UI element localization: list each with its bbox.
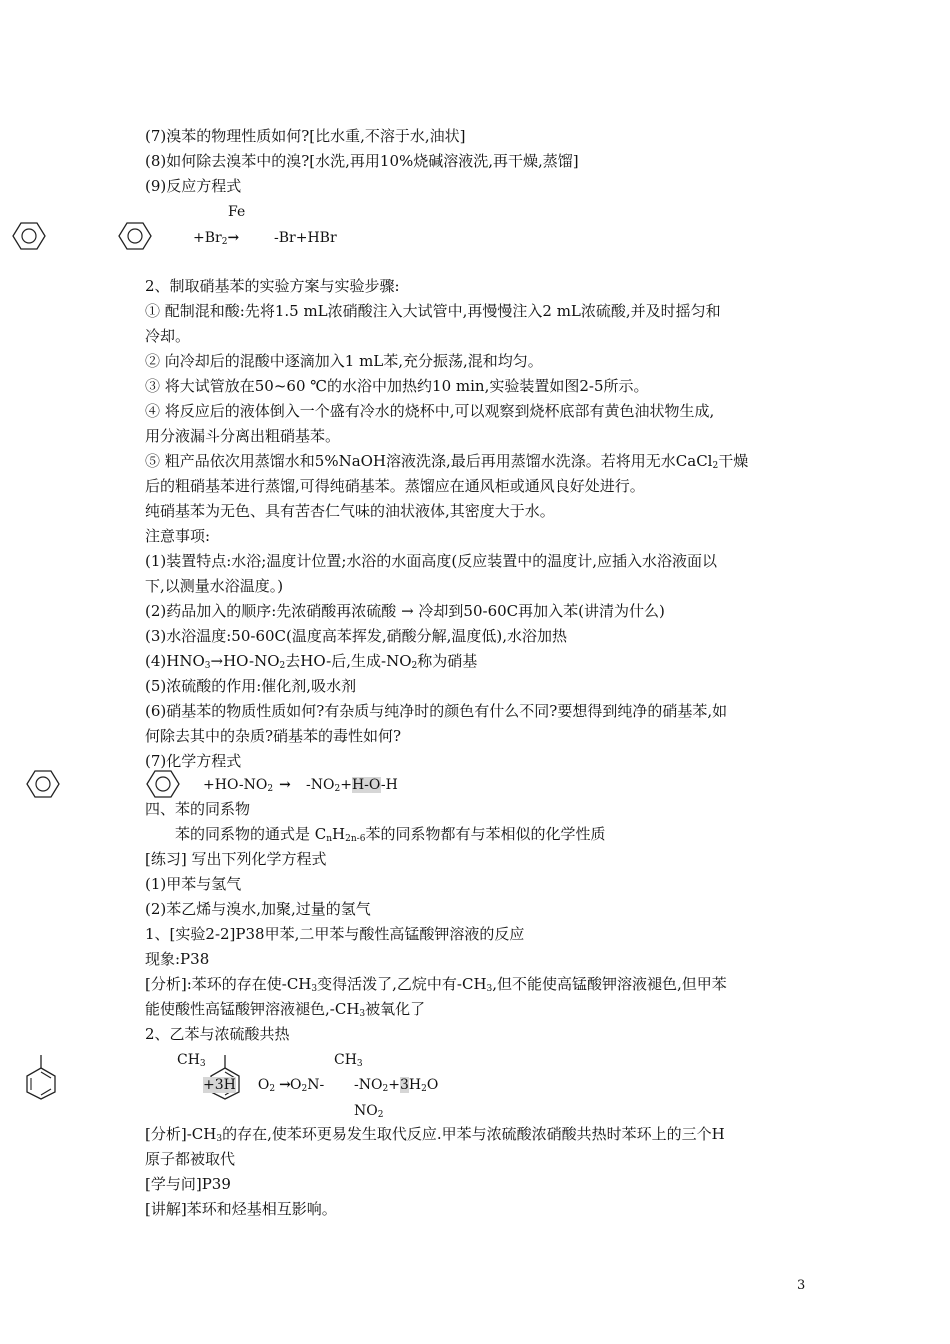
text-line: (7)溴苯的物理性质如何?[比水重,不溶于水,油状] — [145, 127, 466, 145]
text-line: 纯硝基苯为无色、具有苦杏仁气味的油状液体,其密度大于水。 — [145, 502, 555, 520]
text-line: (1)装置特点:水浴;温度计位置;水浴的水面高度(反应装置中的温度计,应插入水浴液面以 — [145, 552, 718, 570]
equation-nitration-product: $-NO_2+H-O-H$ — [306, 777, 398, 794]
catalyst-label: Fe — [228, 204, 246, 220]
text-line: [学与问]P39 — [145, 1175, 231, 1193]
text-line: $(4)HNO_3\to HO-NO_2$去HO-后,生成$-NO_2$称为硝基 — [145, 652, 478, 671]
benzene-ring-icon — [26, 769, 60, 799]
text-line: (3)水浴温度:50-60C(温度高苯挥发,硝酸分解,温度低),水浴加热 — [145, 627, 568, 645]
text-line: 用分液漏斗分离出粗硝基苯。 — [145, 427, 341, 445]
text-line: ② 向冷却后的混酸中逐滴加入1 mL苯,充分振荡,混和均匀。 — [145, 352, 543, 370]
text-line: [分析]$-CH_3$的存在,使苯环更易发生取代反应.甲苯与浓硫酸浓硝酸共热时苯环上的三个H — [145, 1125, 725, 1144]
equation-bromination-product: -Br+HBr — [274, 230, 337, 246]
text-line: [分析]:苯环的存在使$-CH_3$变得活泼了,乙烷中有$-CH_3$,但不能使高锰酸钾溶液褪色,但甲苯 — [145, 975, 727, 994]
text-line: (9)反应方程式 — [145, 177, 242, 195]
text-line: (5)浓硫酸的作用:催化剂,吸水剂 — [145, 677, 357, 695]
text-line: 原子都被取代 — [145, 1150, 236, 1168]
nitro-label: $NO_2$ — [354, 1103, 384, 1120]
equation-trinitration: +3H $O_2$ → — [203, 1077, 291, 1094]
text-line: (1)甲苯与氢气 — [145, 875, 242, 893]
text-line: 现象:P38 — [145, 950, 210, 968]
equation-trinitration-product: $O_2N-$ — [290, 1077, 325, 1094]
equation-trinitration-product: $-NO_2+3H_2O$ — [354, 1077, 439, 1094]
text-line: [练习] 写出下列化学方程式 — [145, 850, 327, 868]
text-line: ④ 将反应后的液体倒入一个盛有冷水的烧杯中,可以观察到烧杯底部有黄色油状物生成, — [145, 402, 715, 420]
text-line: 1、[实验2-2]P38甲苯,二甲苯与酸性高锰酸钾溶液的反应 — [145, 925, 525, 943]
text-line: ③ 将大试管放在50~60 ℃的水浴中加热约10 min,实验装置如图2-5所示。 — [145, 377, 649, 395]
section-heading: 2、制取硝基苯的实验方案与实验步骤: — [145, 277, 400, 295]
text-line: 能使酸性高锰酸钾溶液褪色$,-CH_3$被氧化了 — [145, 1000, 426, 1019]
text-line: 后的粗硝基苯进行蒸馏,可得纯硝基苯。蒸馏应在通风柜或通风良好处进行。 — [145, 477, 645, 495]
methyl-label: $CH_3$ — [334, 1052, 363, 1069]
text-line: ⑤ 粗产品依次用蒸馏水和5%NaOH溶液洗涤,最后再用蒸馏水洗涤。若将用无水CaCl$_2$干燥 — [145, 452, 749, 471]
text-line: 注意事项: — [145, 527, 211, 545]
text-line: (8)如何除去溴苯中的溴?[水洗,再用10%烧碱溶液洗,再干燥,蒸馏] — [145, 152, 579, 170]
toluene-ring-icon — [24, 1054, 58, 1100]
text-line: ① 配制混和酸:先将1.5 mL浓硝酸注入大试管中,再慢慢注入2 mL浓硫酸,并及时摇匀和 — [145, 302, 721, 320]
text-line: (7)化学方程式 — [145, 752, 242, 770]
benzene-ring-icon — [146, 769, 180, 799]
text-line: (6)硝基苯的物质性质如何?有杂质与纯净时的颜色有什么不同?要想得到纯净的硝基苯,如 — [145, 702, 728, 720]
text-line: [讲解]苯环和烃基相互影响。 — [145, 1200, 337, 1218]
section-heading: 四、苯的同系物 — [145, 800, 251, 818]
equation-bromination: $+Br_2\to$ — [193, 230, 240, 247]
text-line: (2)苯乙烯与溴水,加聚,过量的氢气 — [145, 900, 371, 918]
text-line: 2、乙苯与浓硫酸共热 — [145, 1025, 290, 1043]
page-number: 3 — [797, 1278, 806, 1293]
benzene-ring-icon — [12, 221, 46, 251]
methyl-label: $CH_3$ — [177, 1052, 206, 1069]
equation-nitration: $+HO-NO_2$ → — [203, 777, 291, 794]
text-line: 何除去其中的杂质?硝基苯的毒性如何? — [145, 727, 402, 745]
text-line: 冷却。 — [145, 327, 191, 345]
text-line: (2)药品加入的顺序:先浓硝酸再浓硫酸 → 冷却到50-60C再加入苯(讲清为什么) — [145, 602, 665, 620]
text-line: 苯的同系物的通式是 $C_nH_{2n-6}$苯的同系物都有与苯相似的化学性质 — [175, 825, 606, 844]
benzene-ring-icon — [118, 221, 152, 251]
text-line: 下,以测量水浴温度。) — [145, 577, 284, 595]
